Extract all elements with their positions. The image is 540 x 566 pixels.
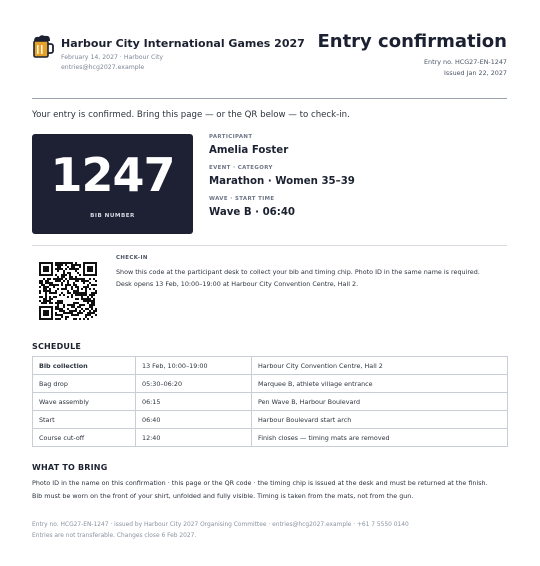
schedule-location: Harbour Boulevard start arch xyxy=(252,411,508,429)
organisation-date-place: February 14, 2027 · Harbour City xyxy=(61,54,164,61)
table-row xyxy=(33,429,508,447)
footer xyxy=(32,520,409,542)
check-in-label: CHECK-IN xyxy=(116,255,148,261)
check-in-instructions xyxy=(116,266,480,290)
table-row xyxy=(33,393,508,411)
document-title: Entry confirmation xyxy=(317,31,507,52)
schedule-item: Bag drop xyxy=(33,375,136,393)
footer-line-2: Entries are not transferable. Changes close 6 Feb 2027. xyxy=(32,533,197,539)
schedule-time: 06:40 xyxy=(136,411,252,429)
schedule-title: SCHEDULE xyxy=(32,342,82,351)
check-in-qr-code xyxy=(39,262,97,320)
what-to-bring-title: WHAT TO BRING xyxy=(32,463,108,472)
bib-number: 1247 xyxy=(50,148,175,202)
schedule-location: Pen Wave B, Harbour Boulevard xyxy=(252,393,508,411)
bib-card xyxy=(32,134,193,234)
header xyxy=(32,31,507,81)
issued-date: Issued Jan 22, 2027 xyxy=(444,69,507,77)
organisation-meta xyxy=(61,53,163,73)
schedule-time: 06:15 xyxy=(136,393,252,411)
section-divider xyxy=(32,245,507,246)
intro-text: Your entry is confirmed. Bring this page — or the QR below — to check-in. xyxy=(32,110,350,120)
check-in-line-1: Show this code at the participant desk to collect your bib and timing chip. Photo ID in the same name is required. xyxy=(116,268,480,276)
wave-start-time: Wave B · 06:40 xyxy=(209,207,296,218)
what-to-bring-line-2: Bib must be worn on the front of your shirt, unfolded and fully visible. Timing is taken from the mats, not from the gun. xyxy=(32,491,414,500)
organisation-name: Harbour City International Games 2027 xyxy=(61,37,305,50)
what-to-bring-text xyxy=(32,477,488,502)
schedule-item: Start xyxy=(33,411,136,429)
schedule-location: Harbour City Convention Centre, Hall 2 xyxy=(252,357,508,375)
schedule-location: Marquee B, athlete village entrance xyxy=(252,375,508,393)
participant-name: Amelia Foster xyxy=(209,145,289,156)
event-category-label: EVENT · CATEGORY xyxy=(209,165,273,171)
schedule-item: Course cut-off xyxy=(33,429,136,447)
schedule-item: Wave assembly xyxy=(33,393,136,411)
participant-label: PARTICIPANT xyxy=(209,134,253,140)
wave-start-label: WAVE · START TIME xyxy=(209,196,275,202)
header-divider xyxy=(32,98,507,99)
footer-line-1: Entry no. HCG27-EN-1247 · issued by Harbour City 2027 Organising Committee · entries@hcg2027.example · +61 7 5550 0140 xyxy=(32,522,409,528)
schedule-time: 05:30–06:20 xyxy=(136,375,252,393)
bib-number-label: BIB NUMBER xyxy=(90,213,135,219)
schedule-time: 12:40 xyxy=(136,429,252,447)
schedule-time: 13 Feb, 10:00–19:00 xyxy=(136,357,252,375)
what-to-bring-line-1: Photo ID in the name on this confirmation · this page or the QR code · the timing chip is issued at the desk and must be returned at the finish. xyxy=(32,479,488,487)
table-row xyxy=(33,375,508,393)
schedule-item: Bib collection xyxy=(33,357,136,375)
table-row xyxy=(33,357,508,375)
schedule-table xyxy=(32,356,508,447)
document-meta xyxy=(424,57,507,79)
organisation-email[interactable]: entries@hcg2027.example xyxy=(61,64,145,71)
schedule-location: Finish closes — timing mats are removed xyxy=(252,429,508,447)
entry-number: Entry no. HCG27-EN-1247 xyxy=(424,58,507,66)
table-row xyxy=(33,411,508,429)
check-in-line-2: Desk opens 13 Feb, 10:00–19:00 at Harbour City Convention Centre, Hall 2. xyxy=(116,280,359,288)
beer-mug-icon xyxy=(32,34,54,58)
event-category: Marathon · Women 35–39 xyxy=(209,176,355,187)
